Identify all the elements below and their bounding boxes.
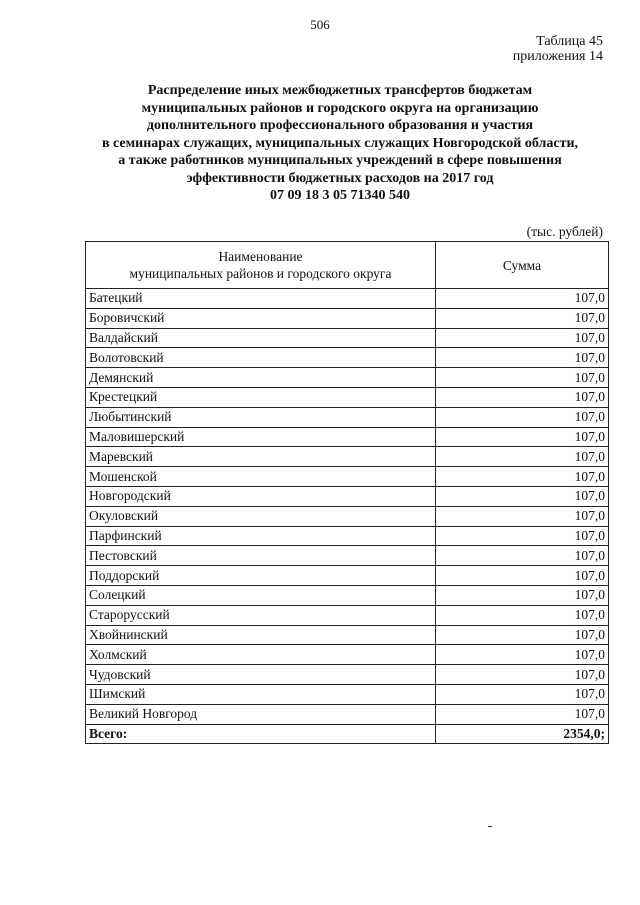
table-row	[86, 585, 609, 605]
column-header-sum: Сумма	[436, 242, 609, 289]
district-name: Пестовский	[86, 546, 436, 566]
units-label: (тыс. рублей)	[526, 224, 603, 239]
title-line: в семинарах служащих, муниципальных служащих Новгородской области,	[101, 135, 579, 151]
district-sum: 107,0	[436, 289, 609, 309]
distribution-table	[85, 241, 609, 744]
district-name: Любытинский	[86, 407, 436, 427]
district-name: Батецкий	[86, 289, 436, 309]
district-sum: 107,0	[436, 387, 609, 407]
district-sum: 107,0	[436, 308, 609, 328]
table-body	[86, 289, 609, 744]
district-name: Демянский	[86, 368, 436, 388]
table-row	[86, 467, 609, 487]
district-name: Мошенской	[86, 467, 436, 487]
district-sum: 107,0	[436, 447, 609, 467]
appendix-number: приложения 14	[512, 49, 603, 64]
title-line: муниципальных районов и городского округа на организацию	[141, 100, 539, 116]
table-row	[86, 427, 609, 447]
district-sum: 107,0	[436, 665, 609, 685]
district-name: Парфинский	[86, 526, 436, 546]
table-reference	[513, 34, 603, 64]
district-name: Маловишерский	[86, 427, 436, 447]
district-sum: 107,0	[436, 704, 609, 724]
table-row	[86, 308, 609, 328]
document-title	[60, 82, 620, 205]
table-row	[86, 368, 609, 388]
column-header-name: Наименование муниципальных районов и городского округа	[86, 242, 436, 289]
table-row	[86, 645, 609, 665]
district-name: Крестецкий	[86, 387, 436, 407]
district-sum: 107,0	[436, 546, 609, 566]
district-name: Чудовский	[86, 665, 436, 685]
stray-mark	[488, 826, 492, 827]
total-row	[86, 724, 609, 744]
table-row	[86, 447, 609, 467]
district-sum: 107,0	[436, 328, 609, 348]
table-row	[86, 328, 609, 348]
total-sum: 2354,0;	[436, 724, 609, 744]
district-name: Окуловский	[86, 506, 436, 526]
district-name: Холмский	[86, 645, 436, 665]
table-row	[86, 605, 609, 625]
district-sum: 107,0	[436, 585, 609, 605]
table-row	[86, 506, 609, 526]
district-name: Валдайский	[86, 328, 436, 348]
district-sum: 107,0	[436, 526, 609, 546]
district-sum: 107,0	[436, 368, 609, 388]
title-line: эффективности бюджетных расходов на 2017 год	[186, 170, 494, 186]
district-sum: 107,0	[436, 407, 609, 427]
table-row	[86, 684, 609, 704]
district-sum: 107,0	[436, 684, 609, 704]
table-row	[86, 387, 609, 407]
district-sum: 107,0	[436, 467, 609, 487]
district-name: Великий Новгород	[86, 704, 436, 724]
district-sum: 107,0	[436, 625, 609, 645]
district-name: Шимский	[86, 684, 436, 704]
district-name: Хвойнинский	[86, 625, 436, 645]
title-line: Распределение иных межбюджетных трансфертов бюджетам	[147, 83, 533, 98]
table-row	[86, 566, 609, 586]
table-row	[86, 407, 609, 427]
district-sum: 107,0	[436, 486, 609, 506]
budget-code: 07 09 18 3 05 71340 540	[270, 188, 410, 203]
table-row	[86, 546, 609, 566]
table-number: Таблица 45	[536, 34, 603, 49]
title-line: дополнительного профессионального образования и участия	[146, 118, 534, 133]
table-row	[86, 348, 609, 368]
table-row	[86, 486, 609, 506]
district-sum: 107,0	[436, 645, 609, 665]
district-name: Новгородский	[86, 486, 436, 506]
page-number: 506	[310, 17, 330, 32]
table-row	[86, 526, 609, 546]
table-row	[86, 289, 609, 309]
table-row	[86, 625, 609, 645]
district-sum: 107,0	[436, 605, 609, 625]
district-sum: 107,0	[436, 348, 609, 368]
total-label: Всего:	[86, 724, 436, 744]
district-name: Старорусский	[86, 605, 436, 625]
table-header-row	[86, 242, 609, 289]
district-sum: 107,0	[436, 427, 609, 447]
district-sum: 107,0	[436, 506, 609, 526]
title-line: а также работников муниципальных учреждений в сфере повышения	[118, 153, 562, 168]
district-name: Солецкий	[86, 585, 436, 605]
district-name: Волотовский	[86, 348, 436, 368]
table-row	[86, 704, 609, 724]
district-name: Поддорский	[86, 566, 436, 586]
district-name: Маревский	[86, 447, 436, 467]
district-sum: 107,0	[436, 566, 609, 586]
table-row	[86, 665, 609, 685]
district-name: Боровичский	[86, 308, 436, 328]
